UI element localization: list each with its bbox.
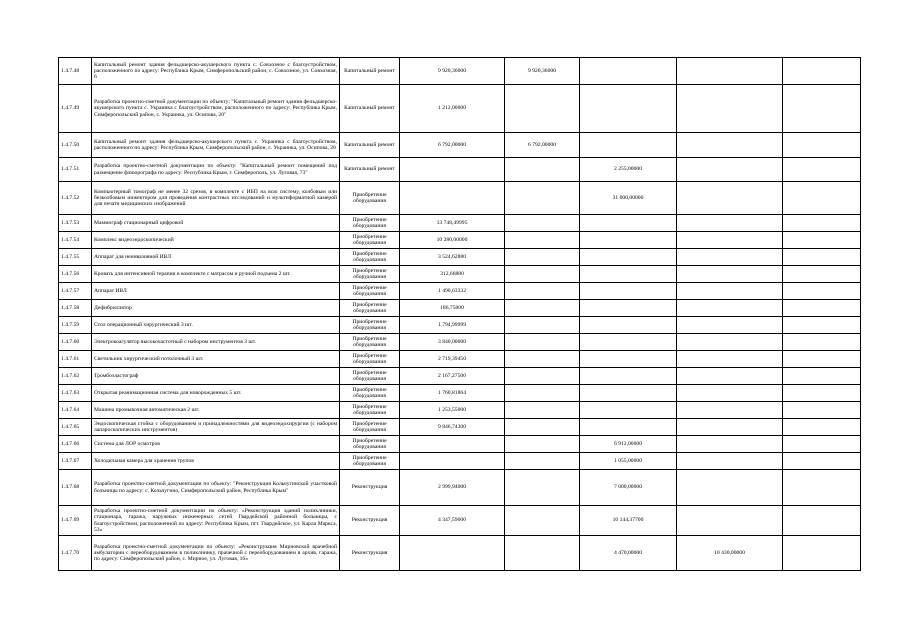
value-5 [783,385,861,402]
work-type: Приобретение оборудования [340,334,400,351]
item-name: Дефибриллятор [92,300,340,317]
value-3 [580,300,677,317]
value-1: 13 748,49995 [400,215,505,232]
value-4 [677,506,783,536]
value-1 [400,536,505,571]
value-3 [580,419,677,436]
value-1: 312,66880 [400,266,505,283]
value-5 [783,402,861,419]
value-2 [505,470,580,506]
table-row [59,266,861,283]
item-name: Разработка проектно-сметной документации по объекту: "Капитальный ремонт здания фельдшерско-акушерского пункта с. Украинка с благоустройством, расположенного по адресу: Республика Крым, Симферопольский район, с. Украинка, ул. Осипова, 20" [92,85,340,133]
value-4 [677,283,783,300]
work-type: Приобретение оборудования [340,232,400,249]
row-number: 1.4.7.59 [59,317,92,334]
value-2 [505,436,580,453]
value-2 [505,536,580,571]
table-row [59,453,861,470]
work-type: Приобретение оборудования [340,419,400,436]
table-row [59,215,861,232]
item-name: Аппарат ИВЛ [92,283,340,300]
value-2 [505,85,580,133]
work-type: Реконструкция [340,470,400,506]
data-table [58,57,861,571]
work-type: Приобретение оборудования [340,317,400,334]
row-number: 1.4.7.52 [59,182,92,215]
item-name: Система для ЛОР осмотров [92,436,340,453]
row-number: 1.4.7.60 [59,334,92,351]
value-2 [505,300,580,317]
item-name: Разработка проектно-сметной документации по объекту: «Реконструкция зданий поликлиники, стационара, гаража, наружных инженерных сетей Гвардейской районной больницы, с благоустройством, расположенной по адресу: Республика Крым, пгт. Гвардейское, ул. Карла Маркса, 53» [92,506,340,536]
value-1 [400,182,505,215]
value-3 [580,58,677,85]
work-type: Капитальный ремонт [340,133,400,158]
item-name: Разработка проектно-сметной документации по объекту: «Реконструкция Мирновской врачебной амбулатории с переоборудованием в поликлинику, прачечной с переоборудованием в архив, гаража, по адресу: Симферопольский район, с. Мирное, ул. Луговая, 16» [92,536,340,571]
value-2: 6 792,00000 [505,133,580,158]
work-type: Приобретение оборудования [340,283,400,300]
value-3: 10 144,37700 [580,506,677,536]
row-number: 1.4.7.55 [59,249,92,266]
work-type: Приобретение оборудования [340,402,400,419]
table-row [59,232,861,249]
row-number: 1.4.7.68 [59,470,92,506]
value-4 [677,133,783,158]
work-type: Капитальный ремонт [340,158,400,182]
value-3 [580,215,677,232]
item-name: Компьютерный томограф не менее 32 срезов, в комплекте с ИБП на всю систему, колбовым или безколбовым инжектором для проведения контрастных исследований и мультиформатной камерой для печати медицинских изображений [92,182,340,215]
table-row [59,58,861,85]
work-type: Реконструкция [340,536,400,571]
value-2 [505,232,580,249]
value-3 [580,133,677,158]
value-4 [677,182,783,215]
value-3 [580,402,677,419]
value-1: 2 999,94000 [400,470,505,506]
value-3 [580,85,677,133]
row-number: 1.4.7.66 [59,436,92,453]
value-4 [677,351,783,368]
value-5 [783,215,861,232]
value-1: 186,75000 [400,300,505,317]
value-3: 4 470,00000 [580,536,677,571]
value-4 [677,158,783,182]
table-row [59,158,861,182]
value-1: 3 524,62880 [400,249,505,266]
value-3 [580,334,677,351]
item-name: Тромбоэластограф [92,368,340,385]
value-2: 9 920,36000 [505,58,580,85]
value-4: 10 430,00000 [677,536,783,571]
value-1: 6 792,00000 [400,133,505,158]
row-number: 1.4.7.50 [59,133,92,158]
value-4 [677,419,783,436]
value-2 [505,334,580,351]
work-type: Капитальный ремонт [340,58,400,85]
value-4 [677,266,783,283]
value-1: 9 846,74300 [400,419,505,436]
value-5 [783,300,861,317]
work-type: Приобретение оборудования [340,453,400,470]
value-1 [400,453,505,470]
value-1: 9 920,36000 [400,58,505,85]
value-4 [677,232,783,249]
work-type: Капитальный ремонт [340,85,400,133]
row-number: 1.4.7.53 [59,215,92,232]
row-number: 1.4.7.67 [59,453,92,470]
value-5 [783,266,861,283]
value-4 [677,385,783,402]
table-row [59,536,861,571]
row-number: 1.4.7.61 [59,351,92,368]
value-2 [505,283,580,300]
item-name: Кровать для интенсивной терапии в комплекте с матрасом и ручной подъема 2 шт. [92,266,340,283]
value-4 [677,470,783,506]
value-2 [505,158,580,182]
table-row [59,419,861,436]
value-4 [677,402,783,419]
row-number: 1.4.7.48 [59,58,92,85]
value-5 [783,182,861,215]
table-row [59,385,861,402]
item-name: Аппарат для неинвазивной ИВЛ [92,249,340,266]
value-5 [783,283,861,300]
work-type: Приобретение оборудования [340,182,400,215]
work-type: Реконструкция [340,506,400,536]
item-name: Машина промывочная автоматическая 2 шт. [92,402,340,419]
row-number: 1.4.7.49 [59,85,92,133]
value-5 [783,334,861,351]
table-row [59,351,861,368]
item-name: Капитальный ремонт здания фельдшерско-акушерского пункта с. Совхозное с благоустройством, расположенного по адресу: Республика Крым, Симферопольский район, с. Совхозное, ул. Совхозная, 6 [92,58,340,85]
item-name: Комплекс видеоэндоскопический [92,232,340,249]
item-name: Разработка проектно-сметной документации по объекту: "Капитальный ремонт помещений под размещение флюорографа по адресу: Республика Крым, г. Симферополь, ул. Луговая, 73" [92,158,340,182]
value-1 [400,158,505,182]
value-2 [505,266,580,283]
value-2 [505,368,580,385]
value-4 [677,85,783,133]
value-1: 1 760,81864 [400,385,505,402]
table-row [59,506,861,536]
table-row [59,436,861,453]
value-2 [505,506,580,536]
value-4 [677,58,783,85]
table-row [59,402,861,419]
table-row [59,368,861,385]
value-3 [580,232,677,249]
value-3 [580,351,677,368]
row-number: 1.4.7.69 [59,506,92,536]
value-4 [677,249,783,266]
value-5 [783,470,861,506]
row-number: 1.4.7.54 [59,232,92,249]
value-5 [783,419,861,436]
work-type: Приобретение оборудования [340,436,400,453]
value-4 [677,368,783,385]
value-5 [783,351,861,368]
item-name: Светильник хирургический потолочный 3 шт. [92,351,340,368]
item-name: Разработка проектно-сметной документации по объекту: "Реконструкция Кольчугинской участковой больницы по адресу: с. Кольчугино, Симферопольский район, Республика Крым" [92,470,340,506]
value-1: 3 840,00000 [400,334,505,351]
value-5 [783,158,861,182]
item-name: Электрокоагулятор высокочастотный с набором инструментов 3 шт. [92,334,340,351]
value-4 [677,317,783,334]
value-1: 2 167,27500 [400,368,505,385]
value-4 [677,215,783,232]
value-3 [580,249,677,266]
work-type: Приобретение оборудования [340,300,400,317]
work-type: Приобретение оборудования [340,249,400,266]
work-type: Приобретение оборудования [340,215,400,232]
table-row [59,300,861,317]
value-2 [505,317,580,334]
table-row [59,317,861,334]
row-number: 1.4.7.58 [59,300,92,317]
item-name: Холодильная камера для хранения трупов [92,453,340,470]
row-number: 1.4.7.64 [59,402,92,419]
value-4 [677,436,783,453]
value-3: 2 255,00000 [580,158,677,182]
value-5 [783,436,861,453]
value-1: 1 253,55000 [400,402,505,419]
row-number: 1.4.7.62 [59,368,92,385]
work-type: Приобретение оборудования [340,385,400,402]
value-1: 10 280,00000 [400,232,505,249]
item-name: Маммограф стационарный цифровой [92,215,340,232]
table-row [59,249,861,266]
row-number: 1.4.7.51 [59,158,92,182]
value-5 [783,133,861,158]
table-row [59,470,861,506]
work-type: Приобретение оборудования [340,368,400,385]
value-2 [505,402,580,419]
item-name: Эндоскопическая стойка с оборудованием и принадлежностями для видеоэндохирургии (с набором лапароскопических инструментов) [92,419,340,436]
table-row [59,85,861,133]
value-5 [783,536,861,571]
row-number: 1.4.7.65 [59,419,92,436]
value-5 [783,453,861,470]
table-row [59,334,861,351]
value-3 [580,385,677,402]
value-2 [505,419,580,436]
row-number: 1.4.7.56 [59,266,92,283]
row-number: 1.4.7.63 [59,385,92,402]
value-1: 1 490,63332 [400,283,505,300]
table-row [59,283,861,300]
value-4 [677,453,783,470]
work-type: Приобретение оборудования [340,266,400,283]
value-1 [400,436,505,453]
value-3: 31 000,00000 [580,182,677,215]
row-number: 1.4.7.57 [59,283,92,300]
value-5 [783,58,861,85]
value-3: 6 912,00000 [580,436,677,453]
value-5 [783,317,861,334]
value-2 [505,453,580,470]
value-5 [783,232,861,249]
table-row [59,182,861,215]
value-2 [505,385,580,402]
value-3 [580,317,677,334]
value-1: 1 212,00000 [400,85,505,133]
work-type: Приобретение оборудования [340,351,400,368]
value-3 [580,283,677,300]
value-5 [783,85,861,133]
value-5 [783,506,861,536]
value-1: 1 794,99999 [400,317,505,334]
value-3 [580,368,677,385]
value-2 [505,182,580,215]
value-3: 7 000,00000 [580,470,677,506]
value-1: 4 347,59000 [400,506,505,536]
row-number: 1.4.7.70 [59,536,92,571]
value-2 [505,249,580,266]
item-name: Стол операционный хирургический 3 шт. [92,317,340,334]
value-2 [505,351,580,368]
value-3: 1 055,00000 [580,453,677,470]
value-4 [677,334,783,351]
value-5 [783,249,861,266]
table-row [59,133,861,158]
value-3 [580,266,677,283]
value-5 [783,368,861,385]
value-4 [677,300,783,317]
value-1: 2 719,39450 [400,351,505,368]
item-name: Капитальный ремонт здания фельдшерско-акушерского пункта с. Украинка с благоустройством, расположенного по адресу: Республика Крым, Симферопольский район, с. Украинка, ул. Осипова, 20 [92,133,340,158]
value-2 [505,215,580,232]
item-name: Открытая реанимационная система для новорожденных 5 шт. [92,385,340,402]
